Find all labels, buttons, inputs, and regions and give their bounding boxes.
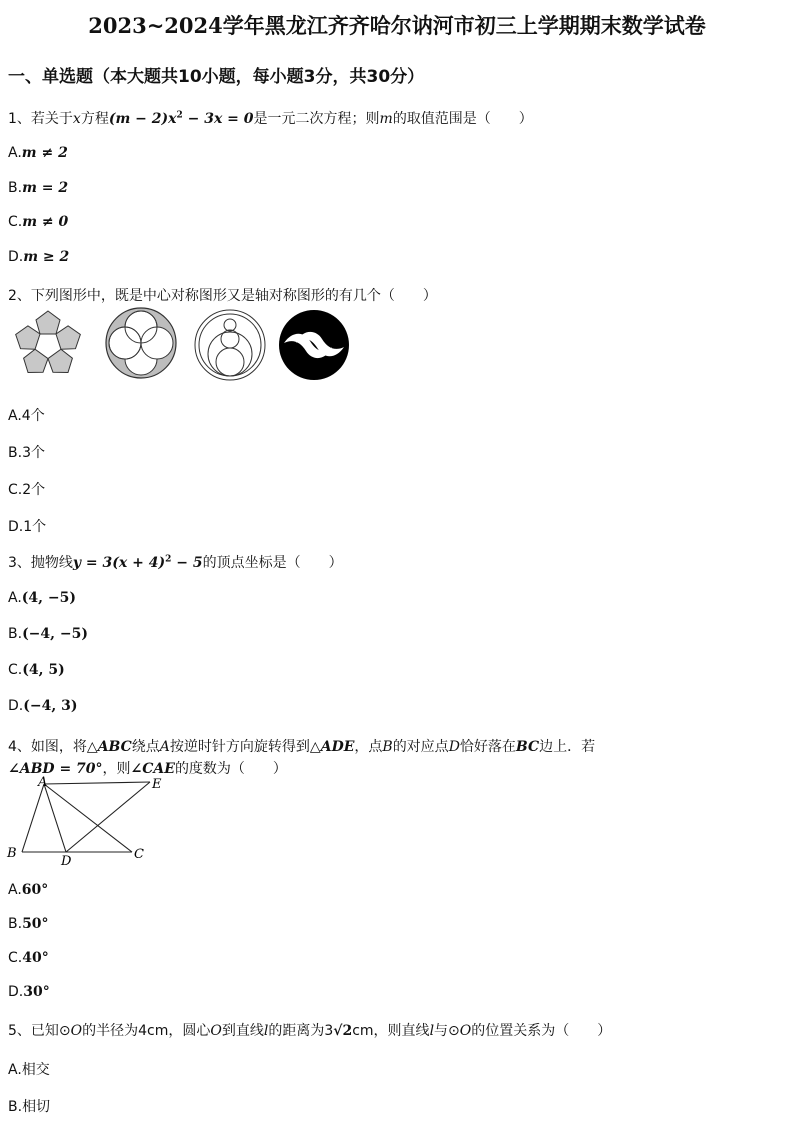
q2-option-a[interactable]: A.4个: [8, 408, 45, 424]
q1-option-c[interactable]: C.m ≠ 0: [8, 214, 69, 230]
q3-option-c[interactable]: C.(4, 5): [8, 662, 65, 678]
label-e: E: [152, 777, 162, 792]
section-heading: 一、单选题（本大题共10小题，每小题3分，共30分）: [8, 67, 425, 87]
q2-option-b[interactable]: B.3个: [8, 445, 45, 461]
q4-triangle-figure: [4, 774, 174, 866]
q4-option-d[interactable]: D.30°: [8, 984, 50, 1000]
q2-option-d[interactable]: D.1个: [8, 519, 47, 535]
label-a: A: [38, 775, 48, 790]
label-b: B: [7, 846, 17, 861]
yin-wave-circle-figure: [279, 310, 349, 380]
nested-circles-figure: [195, 310, 265, 380]
question-3: 3、抛物线$y = 3(x + 4)^2 - 5$的顶点坐标是（ ）: [8, 554, 343, 571]
question-4-line-1: 4、如图，将△ABC绕点A按逆时针方向旋转得到△ADE，点B的对应点D恰好落在BC边上．若: [8, 739, 596, 755]
q3-option-a[interactable]: A.(4, −5): [8, 590, 76, 606]
label-d: D: [61, 854, 72, 866]
q4-option-b[interactable]: B.50°: [8, 916, 49, 932]
q1-option-d[interactable]: D.m ≥ 2: [8, 249, 70, 265]
pentagon-flower-figure: [12, 311, 84, 380]
exam-title: 2023~2024学年黑龙江齐齐哈尔讷河市初三上学期期末数学试卷: [88, 13, 706, 38]
q4-option-a[interactable]: A.60°: [8, 882, 49, 898]
q1-option-a[interactable]: A.m ≠ 2: [8, 145, 68, 161]
four-petal-circle-figure: [106, 308, 176, 378]
label-c: C: [134, 847, 144, 862]
question-1: 1、若关于x方程$(m - 2)x^2 - 3x = 0$是一元二次方程；则m的取值范围是（ ）: [8, 110, 533, 127]
question-5: 5、已知⊙O的半径为4cm，圆心O到直线l的距离为3√2cm，则直线l与⊙O的位置关系为（ ）: [8, 1023, 612, 1039]
q2-option-c[interactable]: C.2个: [8, 482, 46, 498]
q4-option-c[interactable]: C.40°: [8, 950, 49, 966]
q3-option-d[interactable]: D.(−4, 3): [8, 698, 78, 714]
q2-figures: [8, 305, 358, 383]
q1-option-b[interactable]: B.m = 2: [8, 180, 69, 196]
question-2: 2、下列图形中，既是中心对称图形又是轴对称图形的有几个（ ）: [8, 288, 437, 304]
q3-option-b[interactable]: B.(−4, −5): [8, 626, 89, 642]
question-4-line-2: ∠ABD = 70°，则∠CAE的度数为（ ）: [8, 761, 287, 777]
q5-option-a[interactable]: A.相交: [8, 1062, 50, 1078]
q5-option-b[interactable]: B.相切: [8, 1099, 51, 1115]
